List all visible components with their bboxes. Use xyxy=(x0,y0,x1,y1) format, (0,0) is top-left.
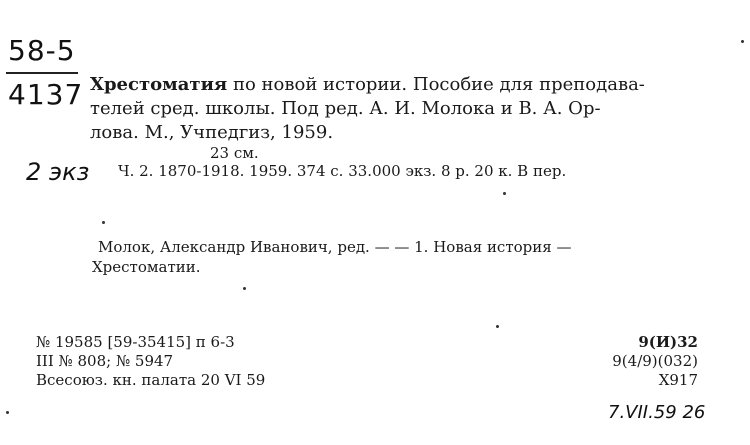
paper-speck xyxy=(243,287,246,290)
footer-left-1: № 19585 [59-35415] п 6-3 xyxy=(36,333,235,351)
paper-speck xyxy=(741,40,744,43)
paper-speck xyxy=(503,192,506,195)
title-line-1 xyxy=(90,74,645,95)
title-line-3: лова. М., Учпедгиз, 1959. xyxy=(90,122,334,143)
paper-speck xyxy=(6,411,9,414)
title-bold: Хрестоматия xyxy=(90,74,228,95)
shelf-mark-bottom: 4137 xyxy=(8,78,84,111)
paper-speck xyxy=(496,325,499,328)
tracing-line-1: Молок, Александр Иванович, ред. — — 1. Новая история — xyxy=(98,238,572,256)
footer-left-2: III № 808; № 5947 xyxy=(36,352,174,370)
shelf-mark-divider xyxy=(6,72,78,74)
author-mark: Х917 xyxy=(658,371,698,389)
format-line: 23 см. xyxy=(210,144,259,162)
series-line: Ч. 2. 1870-1918. 1959. 374 с. 33.000 экз. 8 р. 20 к. В пер. xyxy=(118,162,567,180)
title-line-1-rest: по новой истории. Пособие для преподава- xyxy=(227,74,645,95)
shelf-mark-top: 58-5 xyxy=(8,34,76,67)
footer-left-3: Всесоюз. кн. палата 20 VI 59 xyxy=(36,371,266,389)
title-line-2: телей сред. школы. Под ред. А. И. Молока и В. А. Ор- xyxy=(90,98,601,119)
copies-note: 2 экз xyxy=(26,158,90,186)
classification-main: 9(И)32 xyxy=(638,333,698,351)
paper-speck xyxy=(102,221,105,224)
tracing-line-2: Хрестоматии. xyxy=(92,258,201,276)
received-note: 7.VII.59 26 xyxy=(608,402,706,423)
classification-secondary: 9(4/9)(032) xyxy=(612,352,698,370)
